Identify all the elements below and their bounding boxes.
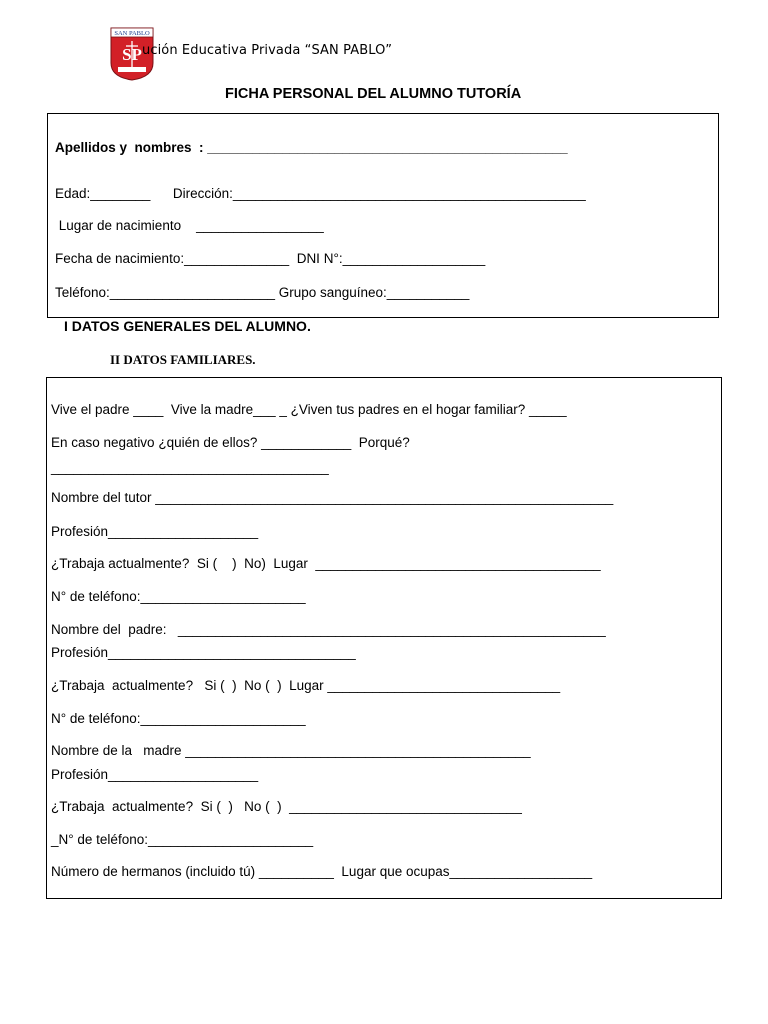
logo-banner-text: SAN PABLO bbox=[114, 30, 150, 37]
birthdate-dni-field[interactable]: Fecha de nacimiento:______________ DNI N°:___________________ bbox=[55, 251, 486, 266]
age-address-field[interactable]: Edad:________ Dirección:_______________________________________________ bbox=[55, 186, 586, 201]
mother-name-field[interactable]: Nombre de la madre ______________________________________________ bbox=[51, 743, 531, 758]
tutor-phone-field[interactable]: N° de teléfono:______________________ bbox=[51, 589, 306, 604]
father-profession-field[interactable]: Profesión_________________________________ bbox=[51, 645, 356, 660]
page-title: FICHA PERSONAL DEL ALUMNO TUTORÍA bbox=[225, 86, 522, 102]
tutor-profession-field[interactable]: Profesión____________________ bbox=[51, 524, 259, 539]
school-name: ución Educativa Privada “SAN PABLO” bbox=[142, 43, 393, 58]
section-general-data-heading: I DATOS GENERALES DEL ALUMNO. bbox=[64, 318, 311, 334]
father-works-field[interactable]: ¿Trabaja actualmente? Si ( ) No ( ) Lugar _______________________________ bbox=[51, 678, 561, 693]
father-name-field[interactable]: Nombre del padre: _________________________________________________________ bbox=[51, 622, 606, 637]
siblings-field[interactable]: Número de hermanos (incluido tú) __________ Lugar que ocupas___________________ bbox=[51, 864, 593, 879]
father-phone-field[interactable]: N° de teléfono:______________________ bbox=[51, 711, 306, 726]
birthplace-field[interactable]: Lugar de nacimiento _________________ bbox=[55, 218, 324, 233]
tutor-name-field[interactable]: Nombre del tutor _____________________________________________________________ bbox=[51, 490, 614, 505]
parents-living-field[interactable]: Vive el padre ____ Vive la madre___ _ ¿Viven tus padres en el hogar familiar? _____ bbox=[51, 402, 567, 417]
student-info-box bbox=[47, 113, 719, 318]
section-family-data-heading: II DATOS FAMILIARES. bbox=[110, 352, 256, 367]
reason-field[interactable]: _____________________________________ bbox=[51, 460, 329, 475]
family-info-box bbox=[46, 377, 722, 899]
mother-works-field[interactable]: ¿Trabaja actualmente? Si ( ) No ( ) _______________________________ bbox=[51, 799, 522, 814]
mother-profession-field[interactable]: Profesión____________________ bbox=[51, 767, 259, 782]
logo-initials-text: SP bbox=[122, 45, 142, 64]
full-name-field[interactable]: Apellidos y nombres : ________________________________________________ bbox=[55, 140, 568, 155]
tutor-works-field[interactable]: ¿Trabaja actualmente? Si ( ) No) Lugar ______________________________________ bbox=[51, 556, 601, 571]
mother-phone-field[interactable]: _N° de teléfono:______________________ bbox=[51, 832, 314, 847]
negative-case-field[interactable]: En caso negativo ¿quién de ellos? ____________ Porqué? bbox=[51, 435, 410, 450]
phone-bloodtype-field[interactable]: Teléfono:______________________ Grupo sanguíneo:___________ bbox=[55, 285, 470, 300]
